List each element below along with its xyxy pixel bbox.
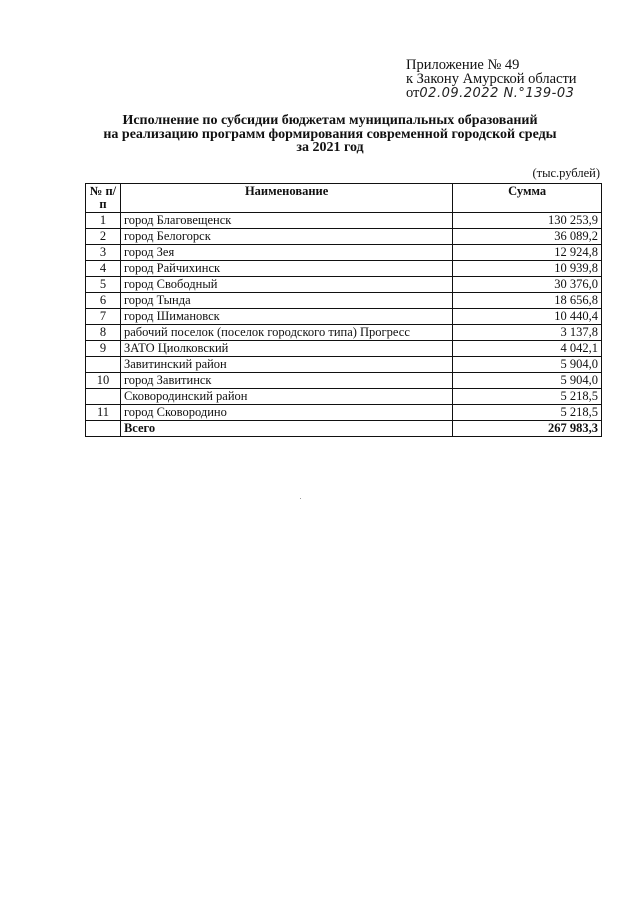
appendix-law-reference: к Закону Амурской области bbox=[406, 71, 577, 87]
row-number: 2 bbox=[86, 229, 121, 245]
row-name: город Сковородино bbox=[120, 405, 452, 421]
row-name: город Тында bbox=[120, 293, 452, 309]
row-name: город Благовещенск bbox=[120, 213, 452, 229]
document-title bbox=[60, 114, 600, 155]
appendix-date-line bbox=[406, 86, 626, 101]
row-sum: 12 924,8 bbox=[453, 245, 602, 261]
table-row bbox=[86, 341, 602, 357]
header-num: № п/п bbox=[86, 184, 121, 213]
row-name: город Райчихинск bbox=[120, 261, 452, 277]
row-number: 9 bbox=[86, 341, 121, 357]
table-body bbox=[86, 213, 602, 437]
row-sum: 130 253,9 bbox=[453, 213, 602, 229]
row-sum: 4 042,1 bbox=[453, 341, 602, 357]
table-row bbox=[86, 405, 602, 421]
appendix-header bbox=[406, 58, 626, 101]
row-sum: 18 656,8 bbox=[453, 293, 602, 309]
row-name: город Завитинск bbox=[120, 373, 452, 389]
appendix-number: Приложение № 49 bbox=[406, 57, 520, 73]
row-number: 10 bbox=[86, 373, 121, 389]
row-name: город Свободный bbox=[120, 277, 452, 293]
row-sum: 267 983,3 bbox=[453, 421, 602, 437]
row-name: ЗАТО Циолковский bbox=[120, 341, 452, 357]
row-number: 6 bbox=[86, 293, 121, 309]
table-row bbox=[86, 325, 602, 341]
table-header-row bbox=[86, 184, 602, 213]
row-name: город Зея bbox=[120, 245, 452, 261]
subsidy-table bbox=[85, 183, 602, 437]
table-row bbox=[86, 245, 602, 261]
row-name: Всего bbox=[120, 421, 452, 437]
row-sum: 3 137,8 bbox=[453, 325, 602, 341]
row-number: 3 bbox=[86, 245, 121, 261]
row-sum: 5 218,5 bbox=[453, 389, 602, 405]
row-sum: 36 089,2 bbox=[453, 229, 602, 245]
title-line-1: Исполнение по субсидии бюджетам муниципальных образований bbox=[122, 113, 538, 128]
row-number: 4 bbox=[86, 261, 121, 277]
row-number bbox=[86, 421, 121, 437]
table-row bbox=[86, 309, 602, 325]
header-name: Наименование bbox=[120, 184, 452, 213]
row-number: 8 bbox=[86, 325, 121, 341]
units-label: (тыс.рублей) bbox=[532, 166, 600, 180]
row-number bbox=[86, 389, 121, 405]
total-row bbox=[86, 421, 602, 437]
table-row bbox=[86, 373, 602, 389]
table-row bbox=[86, 229, 602, 245]
row-number: 5 bbox=[86, 277, 121, 293]
scan-speck bbox=[300, 498, 301, 499]
row-sum: 10 440,4 bbox=[453, 309, 602, 325]
row-sum: 10 939,8 bbox=[453, 261, 602, 277]
row-number: 7 bbox=[86, 309, 121, 325]
table-row bbox=[86, 389, 602, 405]
row-number: 1 bbox=[86, 213, 121, 229]
row-name: рабочий поселок (поселок городского типа) Прогресс bbox=[120, 325, 452, 341]
row-sum: 5 904,0 bbox=[453, 373, 602, 389]
row-name: город Шимановск bbox=[120, 309, 452, 325]
row-name: Завитинский район bbox=[120, 357, 452, 373]
handwritten-date: 02.09.2022 N.°139-03 bbox=[419, 86, 575, 101]
row-name: Сковородинский район bbox=[120, 389, 452, 405]
table-row bbox=[86, 357, 602, 373]
table-row bbox=[86, 293, 602, 309]
header-sum: Сумма bbox=[453, 184, 602, 213]
table-row bbox=[86, 261, 602, 277]
row-sum: 5 218,5 bbox=[453, 405, 602, 421]
table-row bbox=[86, 213, 602, 229]
row-number bbox=[86, 357, 121, 373]
title-line-2: на реализацию программ формирования современной городской среды bbox=[103, 126, 557, 142]
appendix-date-prefix: от bbox=[406, 85, 420, 101]
row-name: город Белогорск bbox=[120, 229, 452, 245]
row-sum: 5 904,0 bbox=[453, 357, 602, 373]
title-line-3: за 2021 год bbox=[296, 140, 364, 155]
table-row bbox=[86, 277, 602, 293]
row-sum: 30 376,0 bbox=[453, 277, 602, 293]
row-number: 11 bbox=[86, 405, 121, 421]
